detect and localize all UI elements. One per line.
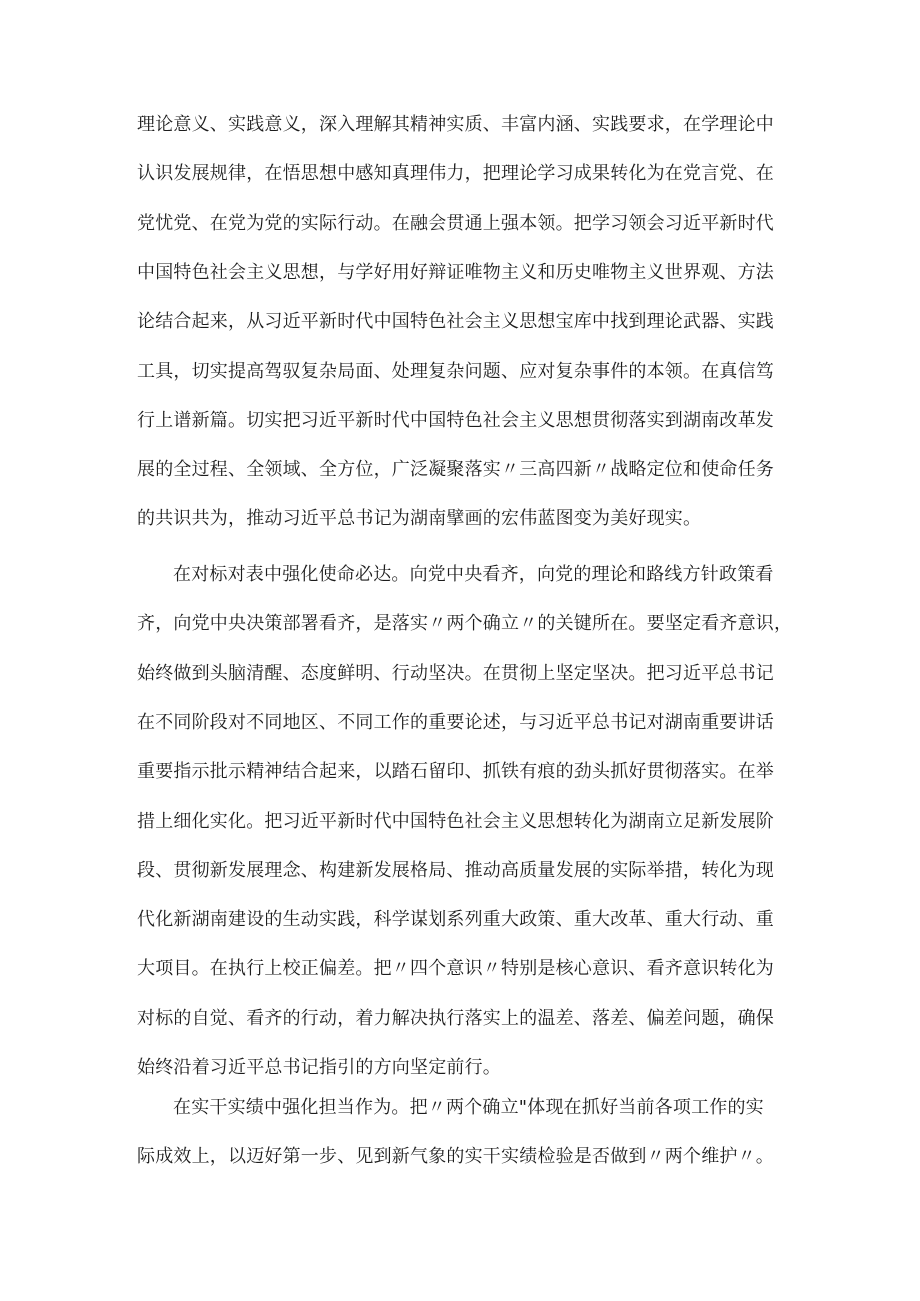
text-line: 段、贯彻新发展理念、构建新发展格局、推动高质量发展的实际举措，转化为现 [137, 859, 774, 881]
text-line: 论结合起来，从习近平新时代中国特色社会主义思想宝库中找到理论武器、实践 [137, 311, 774, 333]
text-line: 在对标对表中强化使命必达。向党中央看齐，向党的理论和路线方针政策看 [173, 564, 774, 585]
text-line: 对标的自觉、看齐的行动，着力解决执行落实上的温差、落差、偏差问题，确保 [137, 1007, 774, 1029]
text-line: 的共识共为，推动习近平总书记为湖南擘画的宏伟蓝图变为美好现实。 [137, 508, 702, 530]
text-line: 在实干实绩中强化担当作为。把〃两个确立"体现在抓好当前各项工作的实 [173, 1097, 764, 1118]
text-line: 展的全过程、全领域、全方位，广泛凝聚落实〃三高四新〃战略定位和使命任务 [137, 459, 774, 481]
text-line: 认识发展规律，在悟思想中感知真理伟力，把理论学习成果转化为在党言党、在 [137, 163, 774, 185]
text-line: 行上谱新篇。切实把习近平新时代中国特色社会主义思想贯彻落实到湖南改革发 [137, 409, 774, 431]
text-line: 代化新湖南建设的生动实践，科学谋划系列重大政策、重大改革、重大行动、重 [137, 909, 774, 931]
text-line: 齐，向党中央决策部署看齐，是落实〃两个确立〃的关键所在。要坚定看齐意识， [137, 613, 793, 635]
text-line: 始终沿着习近平总书记指引的方向坚定前行。 [137, 1057, 501, 1078]
text-line: 党忧党、在党为党的实际行动。在融会贯通上强本领。把学习领会习近平新时代 [137, 212, 774, 234]
text-line: 大项目。在执行上校正偏差。把〃四个意识〃特别是核心意识、看齐意识转化为 [137, 958, 774, 980]
text-line: 始终做到头脑清醒、态度鲜明、行动坚决。在贯彻上坚定坚决。把习近平总书记 [137, 662, 774, 684]
text-line: 中国特色社会主义思想，与学好用好辩证唯物主义和历史唯物主义世界观、方法 [137, 261, 774, 283]
text-line: 际成效上，以迈好第一步、见到新气象的实干实绩检验是否做到〃两个维护〃。 [137, 1146, 774, 1168]
text-line: 措上细化实化。把习近平新时代中国特色社会主义思想转化为湖南立足新发展阶 [137, 810, 774, 832]
text-line: 理论意义、实践意义，深入理解其精神实质、丰富内涵、实践要求，在学理论中 [137, 114, 774, 135]
text-line: 在不同阶段对不同地区、不同工作的重要论述，与习近平总书记对湖南重要讲话 [137, 711, 774, 733]
text-line: 重要指示批示精神结合起来，以踏石留印、抓铁有痕的劲头抓好贯彻落实。在举 [137, 761, 774, 783]
text-line: 工具，切实提高驾驭复杂局面、处理复杂问题、应对复杂事件的本领。在真信笃 [137, 360, 774, 382]
